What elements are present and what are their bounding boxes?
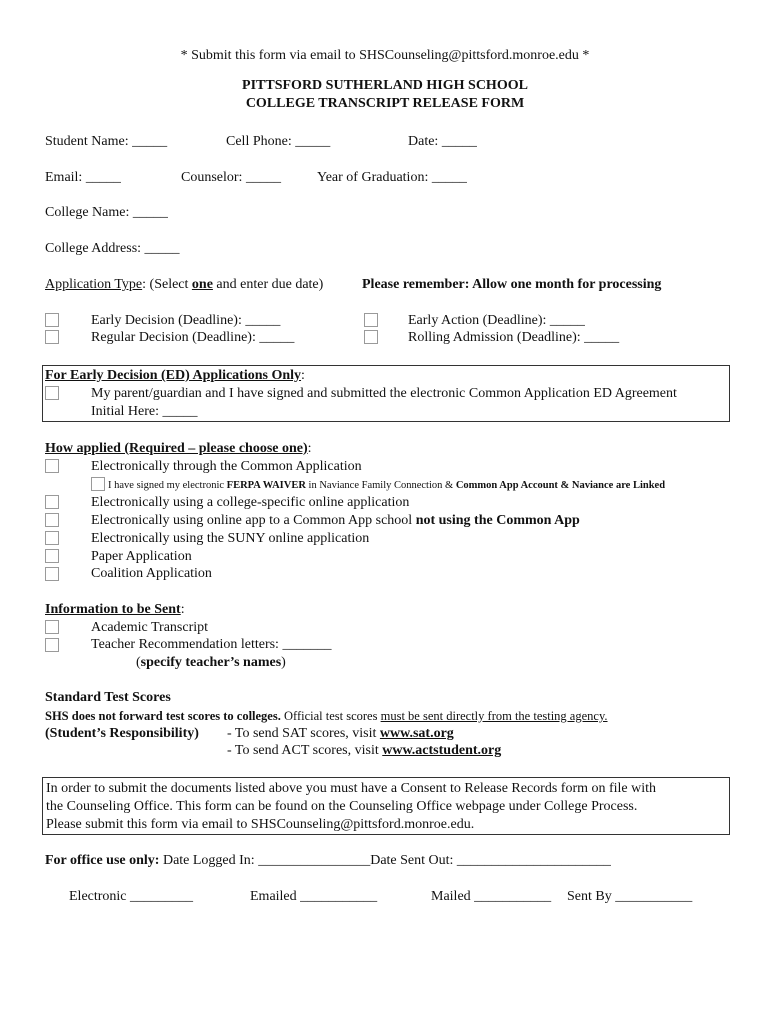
form-title: COLLEGE TRANSCRIPT RELEASE FORM: [245, 96, 525, 111]
student-name-field[interactable]: Student Name: _____: [45, 134, 168, 149]
coalition-checkbox[interactable]: [45, 567, 59, 581]
consent-line-1: In order to submit the documents listed above you must have a Consent to Release Records form on file with: [46, 781, 657, 796]
paper-checkbox[interactable]: [45, 549, 59, 563]
act-line: [227, 742, 501, 760]
transcript-label: Academic Transcript: [91, 620, 209, 635]
specify-teachers-note: [136, 654, 286, 672]
ferpa-bold: FERPA WAIVER: [226, 480, 306, 491]
submit-note: * Submit this form via email to SHSCounseling@pittsford.monroe.edu *: [180, 48, 590, 63]
online-app-label: [91, 512, 580, 530]
sat-link[interactable]: www.sat.org: [379, 726, 454, 741]
electronic-field[interactable]: Electronic _________: [69, 889, 194, 904]
ferpa-pre: I have signed my electronic: [108, 480, 227, 491]
early-action-label: Early Action (Deadline): _____: [408, 313, 585, 328]
recommendation-checkbox[interactable]: [45, 638, 59, 652]
info-sent-heading: [45, 601, 185, 619]
how-applied-heading: [45, 440, 312, 458]
online-app-bold: not using the Common App: [415, 513, 580, 528]
application-type-label: Application Type: [45, 277, 143, 292]
ed-heading-colon: :: [301, 368, 305, 383]
ferpa-label: [108, 477, 665, 495]
ed-initial-field[interactable]: Initial Here: _____: [91, 404, 198, 419]
regular-decision-checkbox[interactable]: [45, 330, 59, 344]
test-note-underline: must be sent directly from the testing agency.: [380, 709, 608, 723]
online-app-pre: Electronically using online app to a Common App school: [91, 513, 416, 528]
college-specific-label: Electronically using a college-specific online application: [91, 495, 410, 510]
consent-line-3: Please submit this form via email to SHSCounseling@pittsford.monroe.edu.: [46, 817, 475, 832]
coalition-label: Coalition Application: [91, 566, 212, 581]
date-logged-field[interactable]: Date Logged In: ________________: [159, 853, 371, 868]
email-field[interactable]: Email: _____: [45, 170, 121, 185]
date-field[interactable]: Date: _____: [408, 134, 477, 149]
test-scores-heading: Standard Test Scores: [45, 690, 171, 705]
college-specific-checkbox[interactable]: [45, 495, 59, 509]
instruction-pre: : (Select: [142, 277, 192, 292]
how-applied-colon: :: [307, 441, 312, 456]
student-responsibility: (Student’s Responsibility): [45, 726, 199, 741]
instruction-post: and enter due date): [212, 277, 324, 292]
application-type-heading: [45, 276, 323, 294]
suny-checkbox[interactable]: [45, 531, 59, 545]
date-sent-field[interactable]: Date Sent Out: ______________________: [370, 853, 611, 868]
cell-phone-field[interactable]: Cell Phone: _____: [226, 134, 331, 149]
sent-by-field[interactable]: Sent By ___________: [567, 889, 693, 904]
specify-close: ): [281, 655, 286, 670]
test-scores-note: [45, 707, 608, 725]
office-use-label: For office use only:: [45, 853, 160, 868]
instruction-one: one: [191, 277, 213, 292]
ed-heading-label: For Early Decision (ED) Applications Only: [45, 368, 302, 383]
transcript-checkbox[interactable]: [45, 620, 59, 634]
specify-text: specify teacher’s names: [140, 655, 282, 670]
school-name: PITTSFORD SUTHERLAND HIGH SCHOOL: [242, 78, 528, 93]
early-action-checkbox[interactable]: [364, 313, 378, 327]
counselor-field[interactable]: Counselor: _____: [181, 170, 281, 185]
office-use-row: [45, 852, 611, 870]
rolling-admission-checkbox[interactable]: [364, 330, 378, 344]
regular-decision-label: Regular Decision (Deadline): _____: [91, 330, 295, 345]
how-applied-label: How applied (Required – please choose one): [45, 441, 308, 456]
mailed-field[interactable]: Mailed ___________: [431, 889, 552, 904]
graduation-year-field[interactable]: Year of Graduation: _____: [317, 170, 467, 185]
recommendation-field[interactable]: Teacher Recommendation letters: _______: [91, 637, 332, 652]
suny-label: Electronically using the SUNY online application: [91, 531, 370, 546]
emailed-field[interactable]: Emailed ___________: [250, 889, 378, 904]
ed-agreement-checkbox[interactable]: [45, 386, 59, 400]
early-decision-checkbox[interactable]: [45, 313, 59, 327]
processing-reminder: Please remember: Allow one month for processing: [362, 277, 662, 292]
rolling-admission-label: Rolling Admission (Deadline): _____: [408, 330, 620, 345]
college-name-field[interactable]: College Name: _____: [45, 205, 168, 220]
ferpa-checkbox[interactable]: [91, 477, 105, 491]
ed-agreement-label: My parent/guardian and I have signed and submitted the electronic Common Application ED Agreement: [91, 386, 677, 401]
common-app-label: Electronically through the Common Application: [91, 459, 362, 474]
specify-open: (: [136, 655, 141, 670]
sat-line: [227, 725, 454, 743]
act-pre: - To send ACT scores, visit: [227, 743, 383, 758]
ferpa-bold2: Common App Account & Naviance are Linked: [455, 480, 666, 491]
early-decision-label: Early Decision (Deadline): _____: [91, 313, 281, 328]
consent-line-2: the Counseling Office. This form can be found on the Counseling Office webpage under College Process.: [46, 799, 638, 814]
act-link[interactable]: www.actstudent.org: [382, 743, 502, 758]
ferpa-mid: in Naviance Family Connection &: [305, 480, 456, 491]
info-sent-label: Information to be Sent: [45, 602, 181, 617]
common-app-checkbox[interactable]: [45, 459, 59, 473]
test-note-plain: Official test scores: [280, 709, 381, 723]
info-sent-colon: :: [180, 602, 185, 617]
test-note-bold: SHS does not forward test scores to colleges.: [45, 709, 281, 723]
online-app-checkbox[interactable]: [45, 513, 59, 527]
sat-pre: - To send SAT scores, visit: [227, 726, 380, 741]
ed-section-heading: [45, 367, 305, 385]
paper-label: Paper Application: [91, 549, 192, 564]
college-address-field[interactable]: College Address: _____: [45, 241, 180, 256]
